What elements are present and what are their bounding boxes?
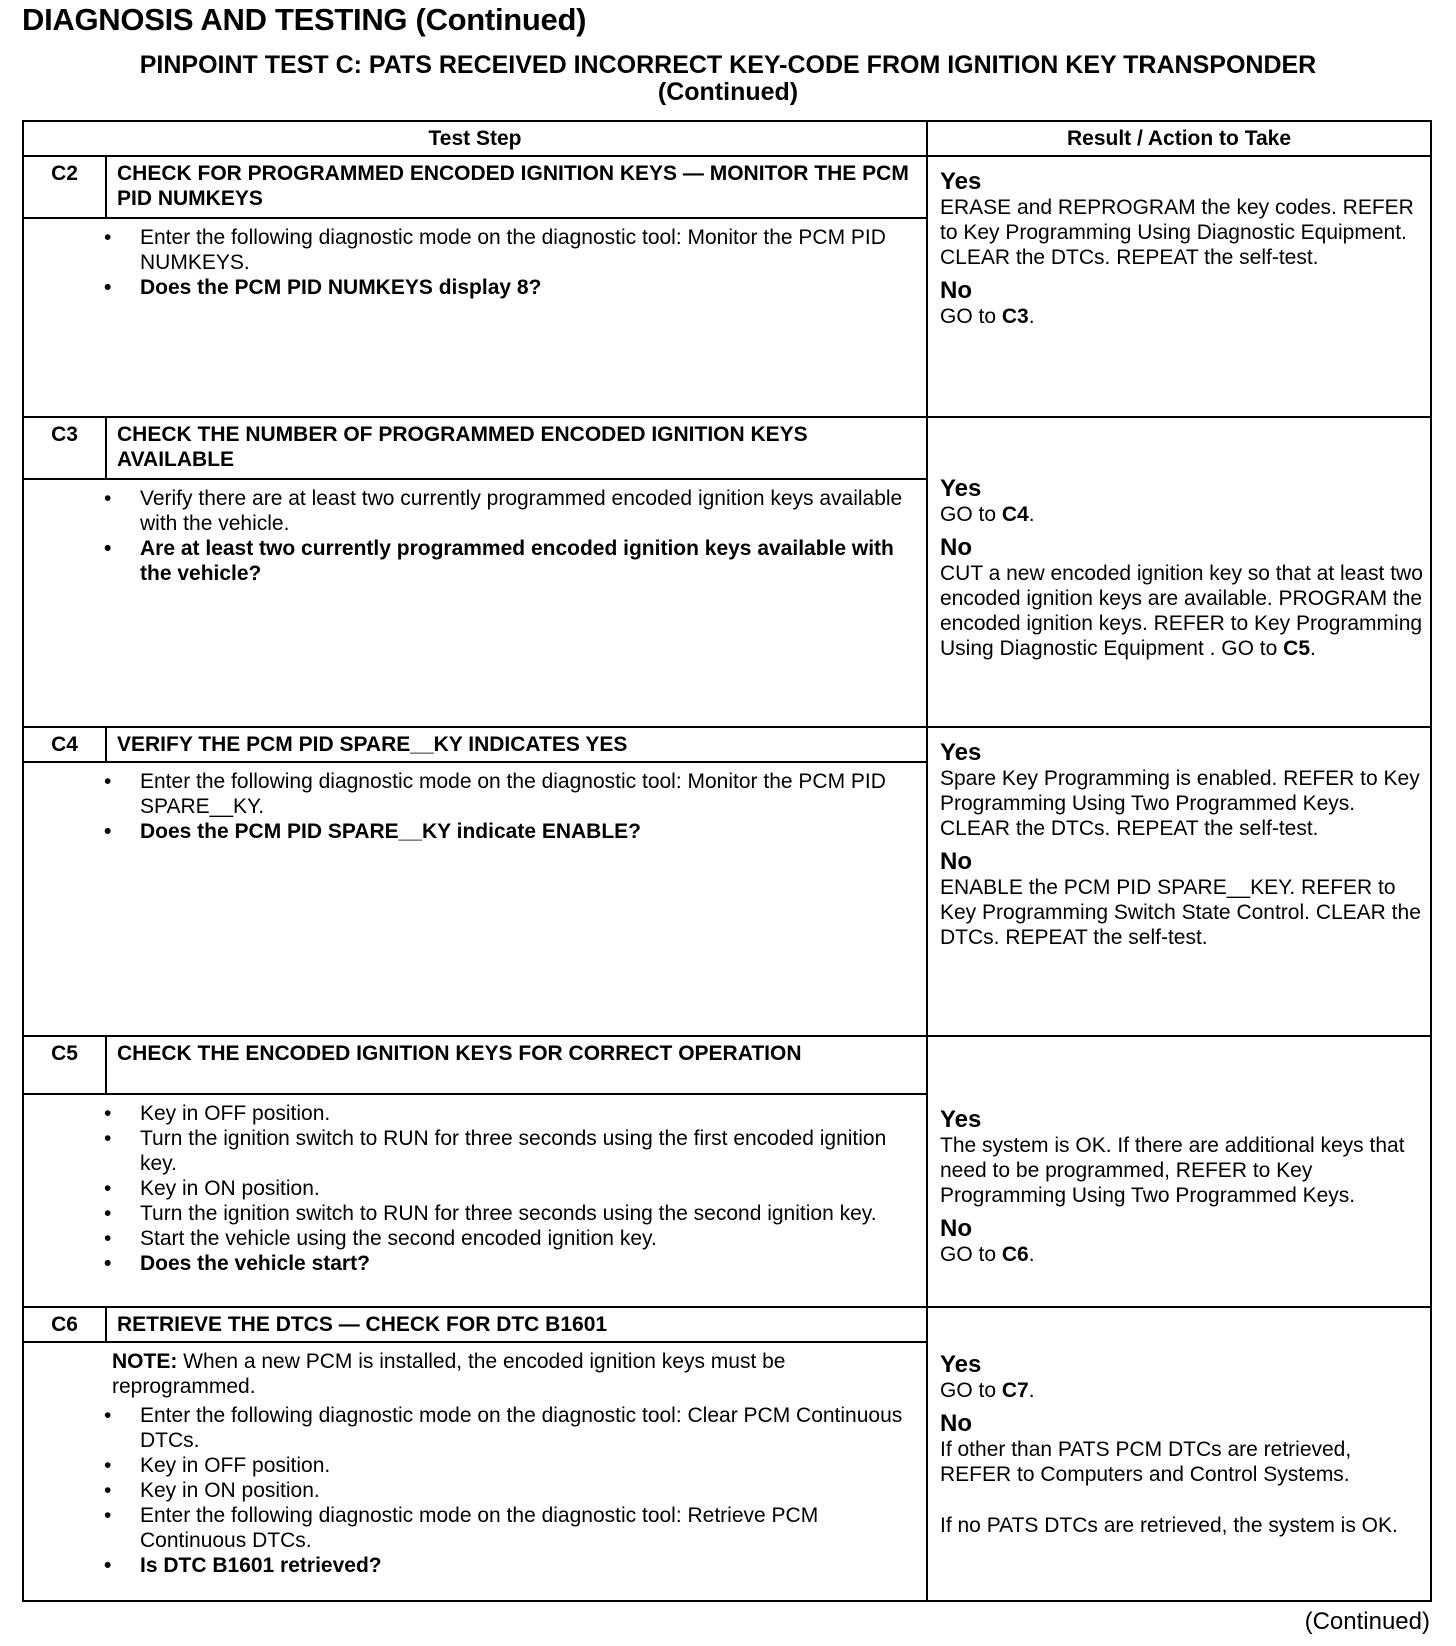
punct: .: [1028, 503, 1035, 526]
punct: .: [1028, 1379, 1035, 1402]
step-id: C6: [23, 1307, 106, 1342]
yes-text: ERASE and REPROGRAM the key codes. REFER to Key Programming Using Diagnostic Equipment. CLEAR the DTCs. REPEAT the self-test.: [940, 196, 1414, 269]
yes-action: [940, 766, 1426, 841]
yes-action: [940, 1133, 1426, 1208]
step-item: • Does the PCM PID SPARE__KY indicate ENABLE?: [120, 819, 916, 844]
step-title: VERIFY THE PCM PID SPARE__KY INDICATES YES: [106, 727, 927, 762]
no-action: [940, 1242, 1426, 1267]
step-item: • Does the vehicle start?: [120, 1251, 916, 1276]
step-header-row: [23, 1036, 1431, 1094]
no-label: No: [940, 1410, 972, 1437]
step-header-row: [23, 1307, 1431, 1342]
step-body: [23, 218, 927, 417]
no-text: GO to: [940, 305, 1002, 328]
step-item: • Is DTC B1601 retrieved?: [120, 1553, 916, 1578]
pinpoint-test-table: [22, 120, 1432, 1602]
note: [112, 1349, 916, 1399]
step-result: [927, 156, 1431, 417]
test-title-continued: (Continued): [657, 78, 799, 106]
step-header-row: [23, 417, 1431, 479]
step-item: • Key in ON position.: [120, 1478, 916, 1503]
step-result: [927, 727, 1431, 1036]
step-link[interactable]: C3: [1001, 305, 1029, 328]
step-id: C5: [23, 1036, 106, 1094]
yes-text: GO to: [940, 1379, 1002, 1402]
step-item: • Are at least two currently programmed encoded ignition keys available with the vehicle?: [120, 536, 916, 586]
no-action: [940, 875, 1426, 950]
yes-action: [940, 1378, 1426, 1403]
table-header-row: [23, 121, 1431, 156]
yes-label: Yes: [940, 739, 982, 766]
no-text: If other than PATS PCM DTCs are retrieved, REFER to Computers and Control Systems.: [940, 1438, 1352, 1486]
step-body: [23, 479, 927, 727]
no-label: No: [940, 534, 972, 561]
no-action: [940, 304, 1426, 329]
note-text: When a new PCM is installed, the encoded ignition keys must be reprogrammed.: [112, 1350, 786, 1398]
no-label: No: [940, 277, 972, 304]
step-title: RETRIEVE THE DTCS — CHECK FOR DTC B1601: [106, 1307, 927, 1342]
yes-text: GO to: [940, 503, 1002, 526]
no-label: No: [940, 1215, 972, 1242]
step-header-row: [23, 156, 1431, 218]
yes-action: [940, 195, 1426, 270]
punct: .: [1310, 637, 1316, 660]
no-text: CUT a new encoded ignition key so that at least two encoded ignition keys are available. PROGRAM the encoded ignition keys. REFER to Key Programming Using Diagnostic Equipment . GO to: [940, 562, 1423, 660]
step-link[interactable]: C5: [1283, 637, 1311, 660]
step-item: • Turn the ignition switch to RUN for three seconds using the first encoded ignition key.: [120, 1126, 916, 1176]
step-item: • Enter the following diagnostic mode on the diagnostic tool: Retrieve PCM Continuous DTCs.: [120, 1503, 916, 1553]
step-link[interactable]: C4: [1001, 503, 1029, 526]
yes-label: Yes: [940, 475, 982, 502]
step-item: • Does the PCM PID NUMKEYS display 8?: [120, 275, 916, 300]
step-item: • Turn the ignition switch to RUN for three seconds using the second ignition key.: [120, 1201, 916, 1226]
step-title: CHECK THE NUMBER OF PROGRAMMED ENCODED IGNITION KEYS AVAILABLE: [106, 417, 927, 479]
no-action: [940, 561, 1426, 661]
step-item: • Key in ON position.: [120, 1176, 916, 1201]
note-label: NOTE:: [112, 1350, 178, 1373]
yes-text: The system is OK. If there are additional keys that need to be programmed, REFER to Key Programming Using Two Programmed Keys.: [940, 1134, 1405, 1207]
yes-label: Yes: [940, 1106, 982, 1133]
step-header-row: [23, 727, 1431, 762]
step-title: CHECK FOR PROGRAMMED ENCODED IGNITION KEYS — MONITOR THE PCM PID NUMKEYS: [106, 156, 927, 218]
step-body: [23, 1342, 927, 1601]
no-label: No: [940, 848, 972, 875]
step-item: • Key in OFF position.: [120, 1101, 916, 1126]
page-title: DIAGNOSIS AND TESTING (Continued): [22, 2, 587, 37]
step-link[interactable]: C6: [1001, 1243, 1029, 1266]
step-link[interactable]: C7: [1001, 1379, 1029, 1402]
step-item: • Verify there are at least two currently programmed encoded ignition keys available with the vehicle.: [120, 486, 916, 536]
no-action: [940, 1437, 1426, 1487]
yes-label: Yes: [940, 1351, 982, 1378]
no-text: ENABLE the PCM PID SPARE__KEY. REFER to Key Programming Switch State Control. CLEAR the DTCs. REPEAT the self-test.: [940, 876, 1421, 949]
yes-text: Spare Key Programming is enabled. REFER to Key Programming Using Two Programmed Keys. CLEAR the DTCs. REPEAT the self-test.: [940, 767, 1420, 840]
step-item: • Start the vehicle using the second encoded ignition key.: [120, 1226, 916, 1251]
step-result: [927, 417, 1431, 727]
step-item: • Enter the following diagnostic mode on the diagnostic tool: Clear PCM Continuous DTCs.: [120, 1403, 916, 1453]
punct: .: [1028, 1243, 1035, 1266]
header-test-step: Test Step: [23, 121, 927, 156]
step-item: • Enter the following diagnostic mode on the diagnostic tool: Monitor the PCM PID NUMKEYS.: [120, 225, 916, 275]
test-title: [0, 52, 1456, 106]
step-id: C3: [23, 417, 106, 479]
step-result: [927, 1036, 1431, 1307]
continued-label: (Continued): [1304, 1608, 1430, 1635]
step-id: C4: [23, 727, 106, 762]
step-result: [927, 1307, 1431, 1601]
punct: .: [1028, 305, 1035, 328]
step-body: [23, 762, 927, 1036]
no-text-2: If no PATS DTCs are retrieved, the system is OK.: [940, 1514, 1398, 1537]
step-id: C2: [23, 156, 106, 218]
yes-label: Yes: [940, 168, 982, 195]
step-item: • Key in OFF position.: [120, 1453, 916, 1478]
step-body: [23, 1094, 927, 1307]
yes-action: [940, 502, 1426, 527]
test-title-line: PINPOINT TEST C: PATS RECEIVED INCORRECT KEY-CODE FROM IGNITION KEY TRANSPONDER: [139, 51, 1317, 79]
header-result: Result / Action to Take: [927, 121, 1431, 156]
step-item: • Enter the following diagnostic mode on the diagnostic tool: Monitor the PCM PID SPARE__KY.: [120, 769, 916, 819]
step-title: CHECK THE ENCODED IGNITION KEYS FOR CORRECT OPERATION: [106, 1036, 927, 1094]
no-text: GO to: [940, 1243, 1002, 1266]
